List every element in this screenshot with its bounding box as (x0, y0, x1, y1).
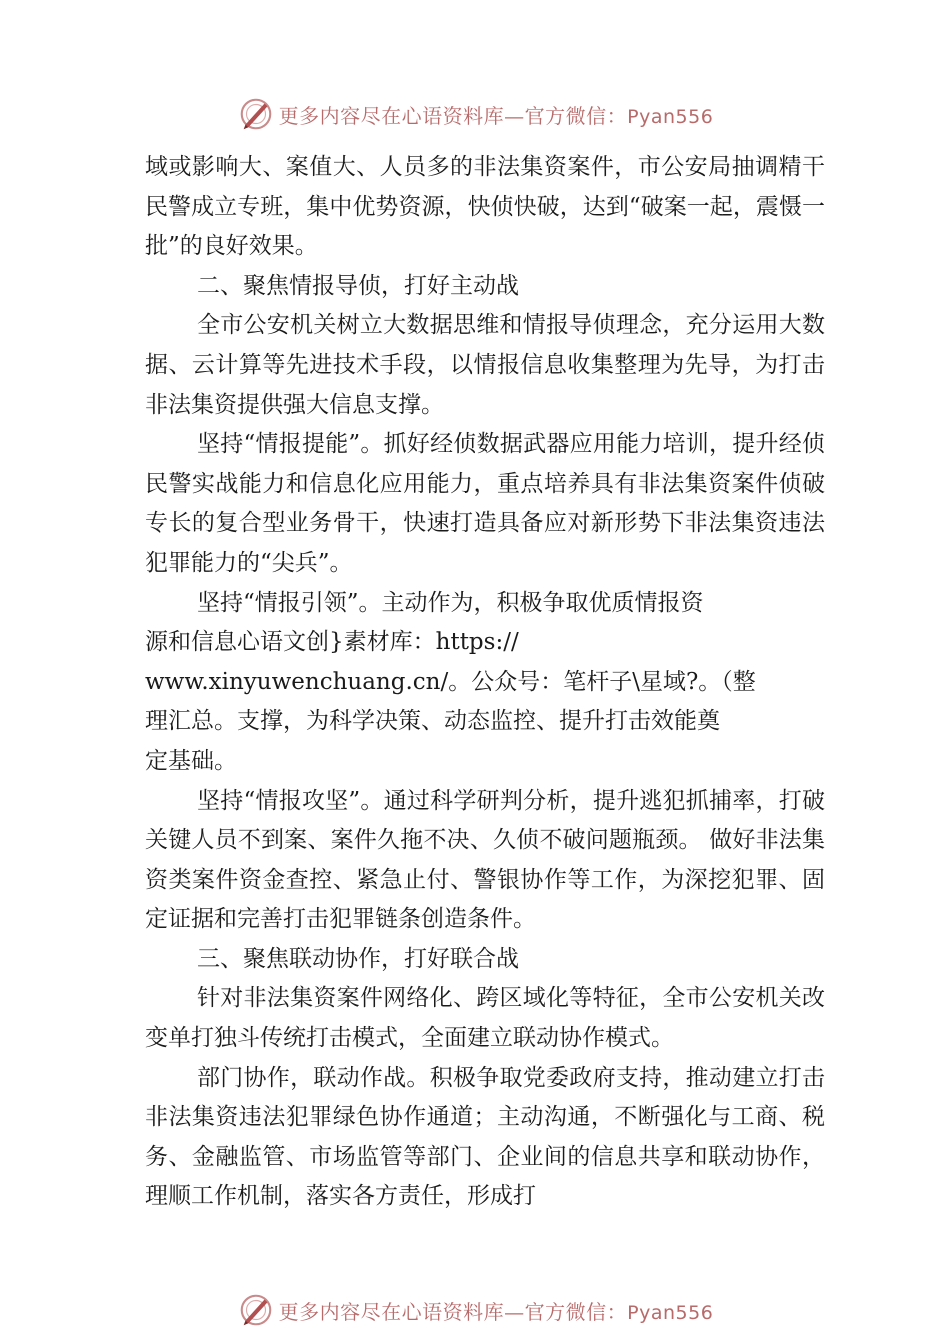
paragraph: 域或影响大、案值大、人员多的非法集资案件，市公安局抽调精干民警成立专班，集中优势资源，快侦快破，达到“破案一起，震慑一批”的良好效果。 (145, 154, 825, 260)
pen-logo-icon (237, 1291, 275, 1329)
paragraph: 坚持“情报攻坚”。通过科学研判分析，提升逃犯抓捕率，打破关键人员不到案、案件久拖不决、久侦不破问题瓶颈。 做好非法集资类案件资金查控、紧急止付、警银协作等工作，为深挖犯罪、固定证据和完善打击犯罪链条创造条件。 (145, 787, 825, 933)
paragraph: 理汇总。支撑，为科学决策、动态监控、提升打击效能奠 (145, 708, 720, 735)
paragraph: 定基础。 (145, 747, 237, 774)
paragraph: 坚持“情报引领”。主动作为，积极争取优质情报资 (197, 589, 704, 616)
pen-logo-icon (237, 95, 275, 133)
footer-banner (0, 1288, 950, 1332)
paragraph: 部门协作，联动作战。积极争取党委政府支持，推动建立打击非法集资违法犯罪绿色协作通道；主动沟通，不断强化与工商、税务、金融监管、市场监管等部门、企业间的信息共享和联动协作，理顺工作机制，落实各方责任，形成打 (145, 1064, 825, 1210)
paragraph: 三、聚焦联动协作，打好联合战 (197, 945, 519, 972)
banner-text: 更多内容尽在心语资料库—官方微信：Pyan556 (278, 1299, 714, 1324)
document-body (145, 148, 825, 1217)
banner-text: 更多内容尽在心语资料库—官方微信：Pyan556 (278, 103, 714, 128)
header-banner (0, 92, 950, 136)
paragraph: 源和信息心语文创}素材库：https:// (145, 629, 519, 656)
paragraph: 坚持“情报提能”。抓好经侦数据武器应用能力培训，提升经侦民警实战能力和信息化应用能力，重点培养具有非法集资案件侦破专长的复合型业务骨干，快速打造具备应对新形势下非法集资违法犯罪能力的“尖兵”。 (145, 431, 825, 576)
paragraph: www.xinyuwenchuang.cn/。公众号：笔杆子\星域?。（整 (145, 668, 756, 695)
paragraph: 针对非法集资案件网络化、跨区域化等特征，全市公安机关改变单打独斗传统打击模式，全面建立联动协作模式。 (145, 985, 825, 1052)
paragraph: 二、聚焦情报导侦，打好主动战 (197, 272, 519, 299)
paragraph: 全市公安机关树立大数据思维和情报导侦理念，充分运用大数据、云计算等先进技术手段，以情报信息收集整理为先导，为打击非法集资提供强大信息支撑。 (145, 312, 825, 418)
